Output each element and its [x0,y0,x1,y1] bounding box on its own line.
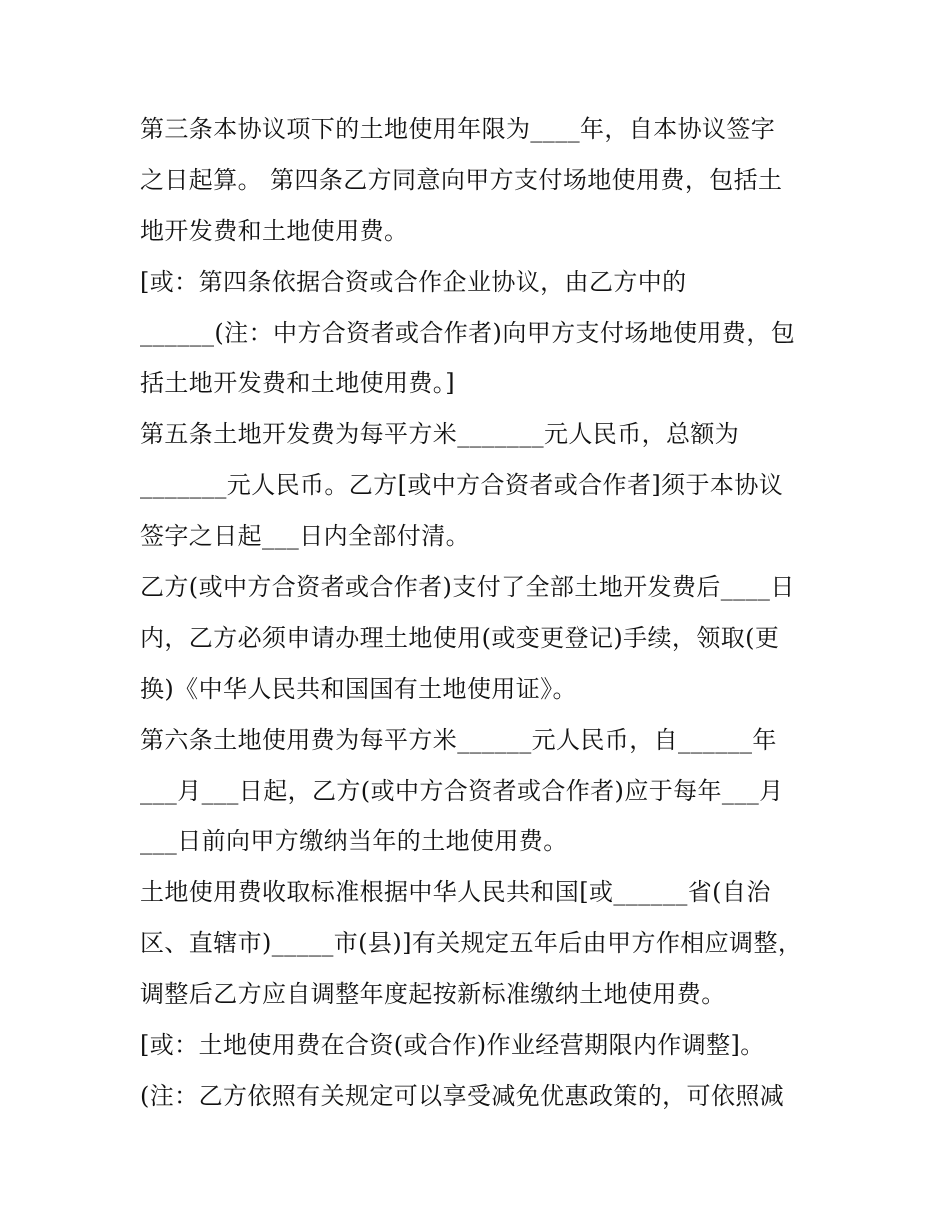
text-line: 第六条土地使用费为每平方米______元人民币，自______年 [140,725,777,754]
text-line: 地开发费和土地使用费。 [140,216,409,245]
text-line: ______(注：中方合资者或合作者)向甲方支付场地使用费，包 [140,318,796,347]
text-line: 调整后乙方应自调整年度起按新标准缴纳土地使用费。 [140,980,726,1009]
text-line: _______元人民币。乙方[或中方合资者或合作者]须于本协议 [140,471,784,500]
text-line: [或：土地使用费在合资(或合作)作业经营期限内作调整]。 [140,1031,765,1060]
text-line: ___日前向甲方缴纳当年的土地使用费。 [140,827,568,856]
text-line: [或：第四条依据合资或合作企业协议，由乙方中的 [140,267,687,296]
text-line: 括土地开发费和土地使用费。] [140,369,455,398]
text-line: 换)《中华人民共和国国有土地使用证》。 [140,674,577,703]
text-line: ___月___日起，乙方(或中方合资者或合作者)应于每年___月 [140,776,784,805]
text-line: (注：乙方依照有关规定可以享受减免优惠政策的，可依照减 [140,1081,785,1110]
text-line: 第五条土地开发费为每平方米_______元人民币，总额为 [140,420,740,449]
text-line: 内，乙方必须申请办理土地使用(或变更登记)手续，领取(更 [140,623,780,652]
text-line: 签字之日起___日内全部付清。 [140,522,470,551]
text-line: 之日起算。 第四条乙方同意向甲方支付场地使用费，包括土 [140,165,783,194]
text-line: 第三条本协议项下的土地使用年限为____年，自本协议签字 [140,115,776,143]
document-body [140,104,820,1122]
text-line: 土地使用费收取标准根据中华人民共和国[或______省(自治 [140,878,771,907]
text-line: 乙方(或中方合资者或合作者)支付了全部土地开发费后____日 [140,573,795,602]
text-line: 区、直辖市)_____市(县)]有关规定五年后由甲方作相应调整， [140,929,803,958]
